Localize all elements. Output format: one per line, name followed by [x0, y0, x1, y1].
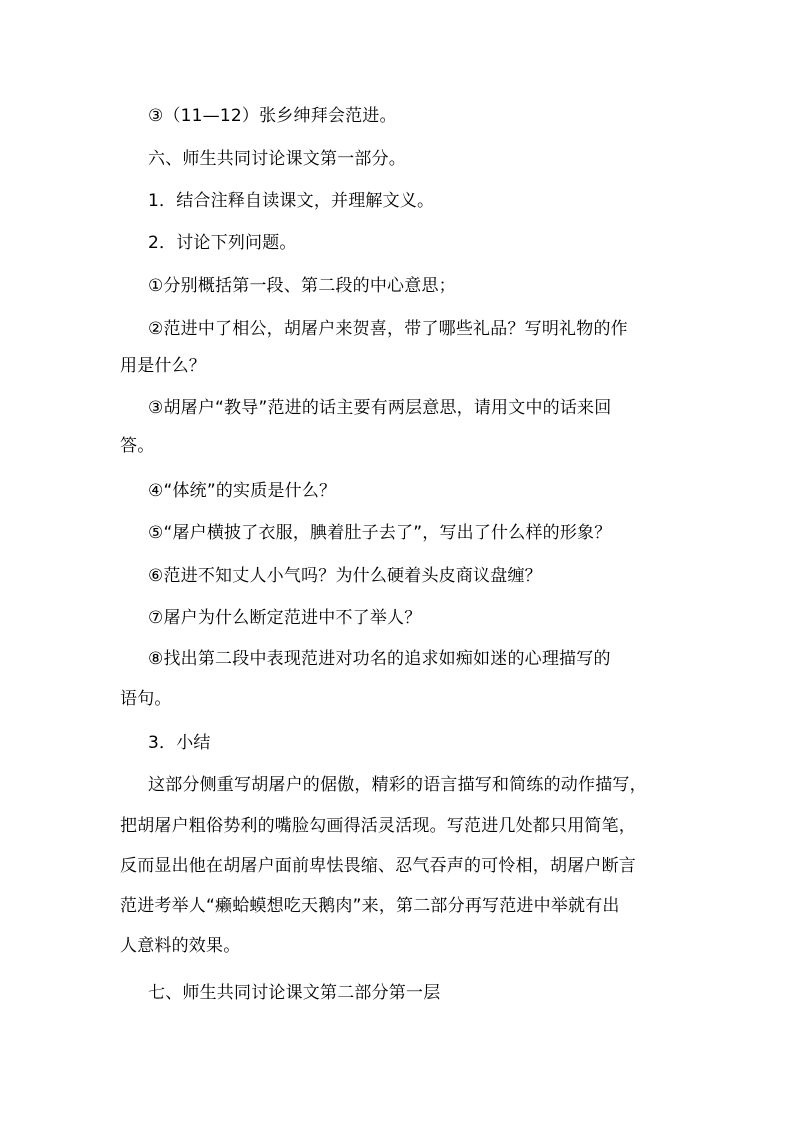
summary-line-2: 把胡屠户粗俗势利的嘴脸勾画得活灵活现。写范进几处都只用简笔， [120, 816, 636, 836]
question-7: ⑦屠户为什么断定范进中不了举人？ [148, 608, 422, 628]
question-3-line-1: ③胡屠户“教导”范进的话主要有两层意思，请用文中的话来回 [148, 398, 612, 418]
question-5: ⑤“屠户横披了衣服，腆着肚子去了”，写出了什么样的形象？ [148, 523, 612, 543]
section-heading-6: 六、师生共同讨论课文第一部分。 [148, 149, 406, 169]
outline-item-3: ③（11—12）张乡绅拜会范进。 [148, 106, 397, 126]
question-6: ⑥范进不知丈人小气吗？为什么硬着头皮商议盘缠？ [148, 566, 542, 586]
summary-line-3: 反而显出他在胡屠户面前卑怯畏缩、忍气吞声的可怜相，胡屠户断言 [120, 856, 636, 876]
question-8-line-2: 语句。 [120, 689, 172, 709]
question-2-line-1: ②范进中了相公，胡屠户来贺喜，带了哪些礼品？写明礼物的作 [148, 319, 628, 339]
summary-line-4: 范进考举人“癞蛤蟆想吃天鹅肉”来，第二部分再写范进中举就有出 [120, 896, 620, 916]
question-1: ①分别概括第一段、第二段的中心意思； [148, 276, 456, 296]
step-1: 1．结合注释自读课文，并理解文义。 [148, 191, 435, 211]
question-3-line-2: 答。 [120, 436, 155, 456]
step-3-summary-heading: 3．小结 [148, 733, 211, 753]
question-4: ④“体统”的实质是什么？ [148, 481, 337, 501]
summary-line-5: 人意料的效果。 [120, 936, 241, 956]
step-2: 2．讨论下列问题。 [148, 233, 297, 253]
summary-line-1: 这部分侧重写胡屠户的倨傲，精彩的语言描写和简练的动作描写， [148, 775, 647, 795]
section-heading-7: 七、师生共同讨论课文第二部分第一层 [148, 983, 441, 1003]
question-8-line-1: ⑧找出第二段中表现范进对功名的追求如痴如迷的心理描写的 [148, 649, 611, 669]
question-2-line-2: 用是什么？ [120, 356, 206, 376]
